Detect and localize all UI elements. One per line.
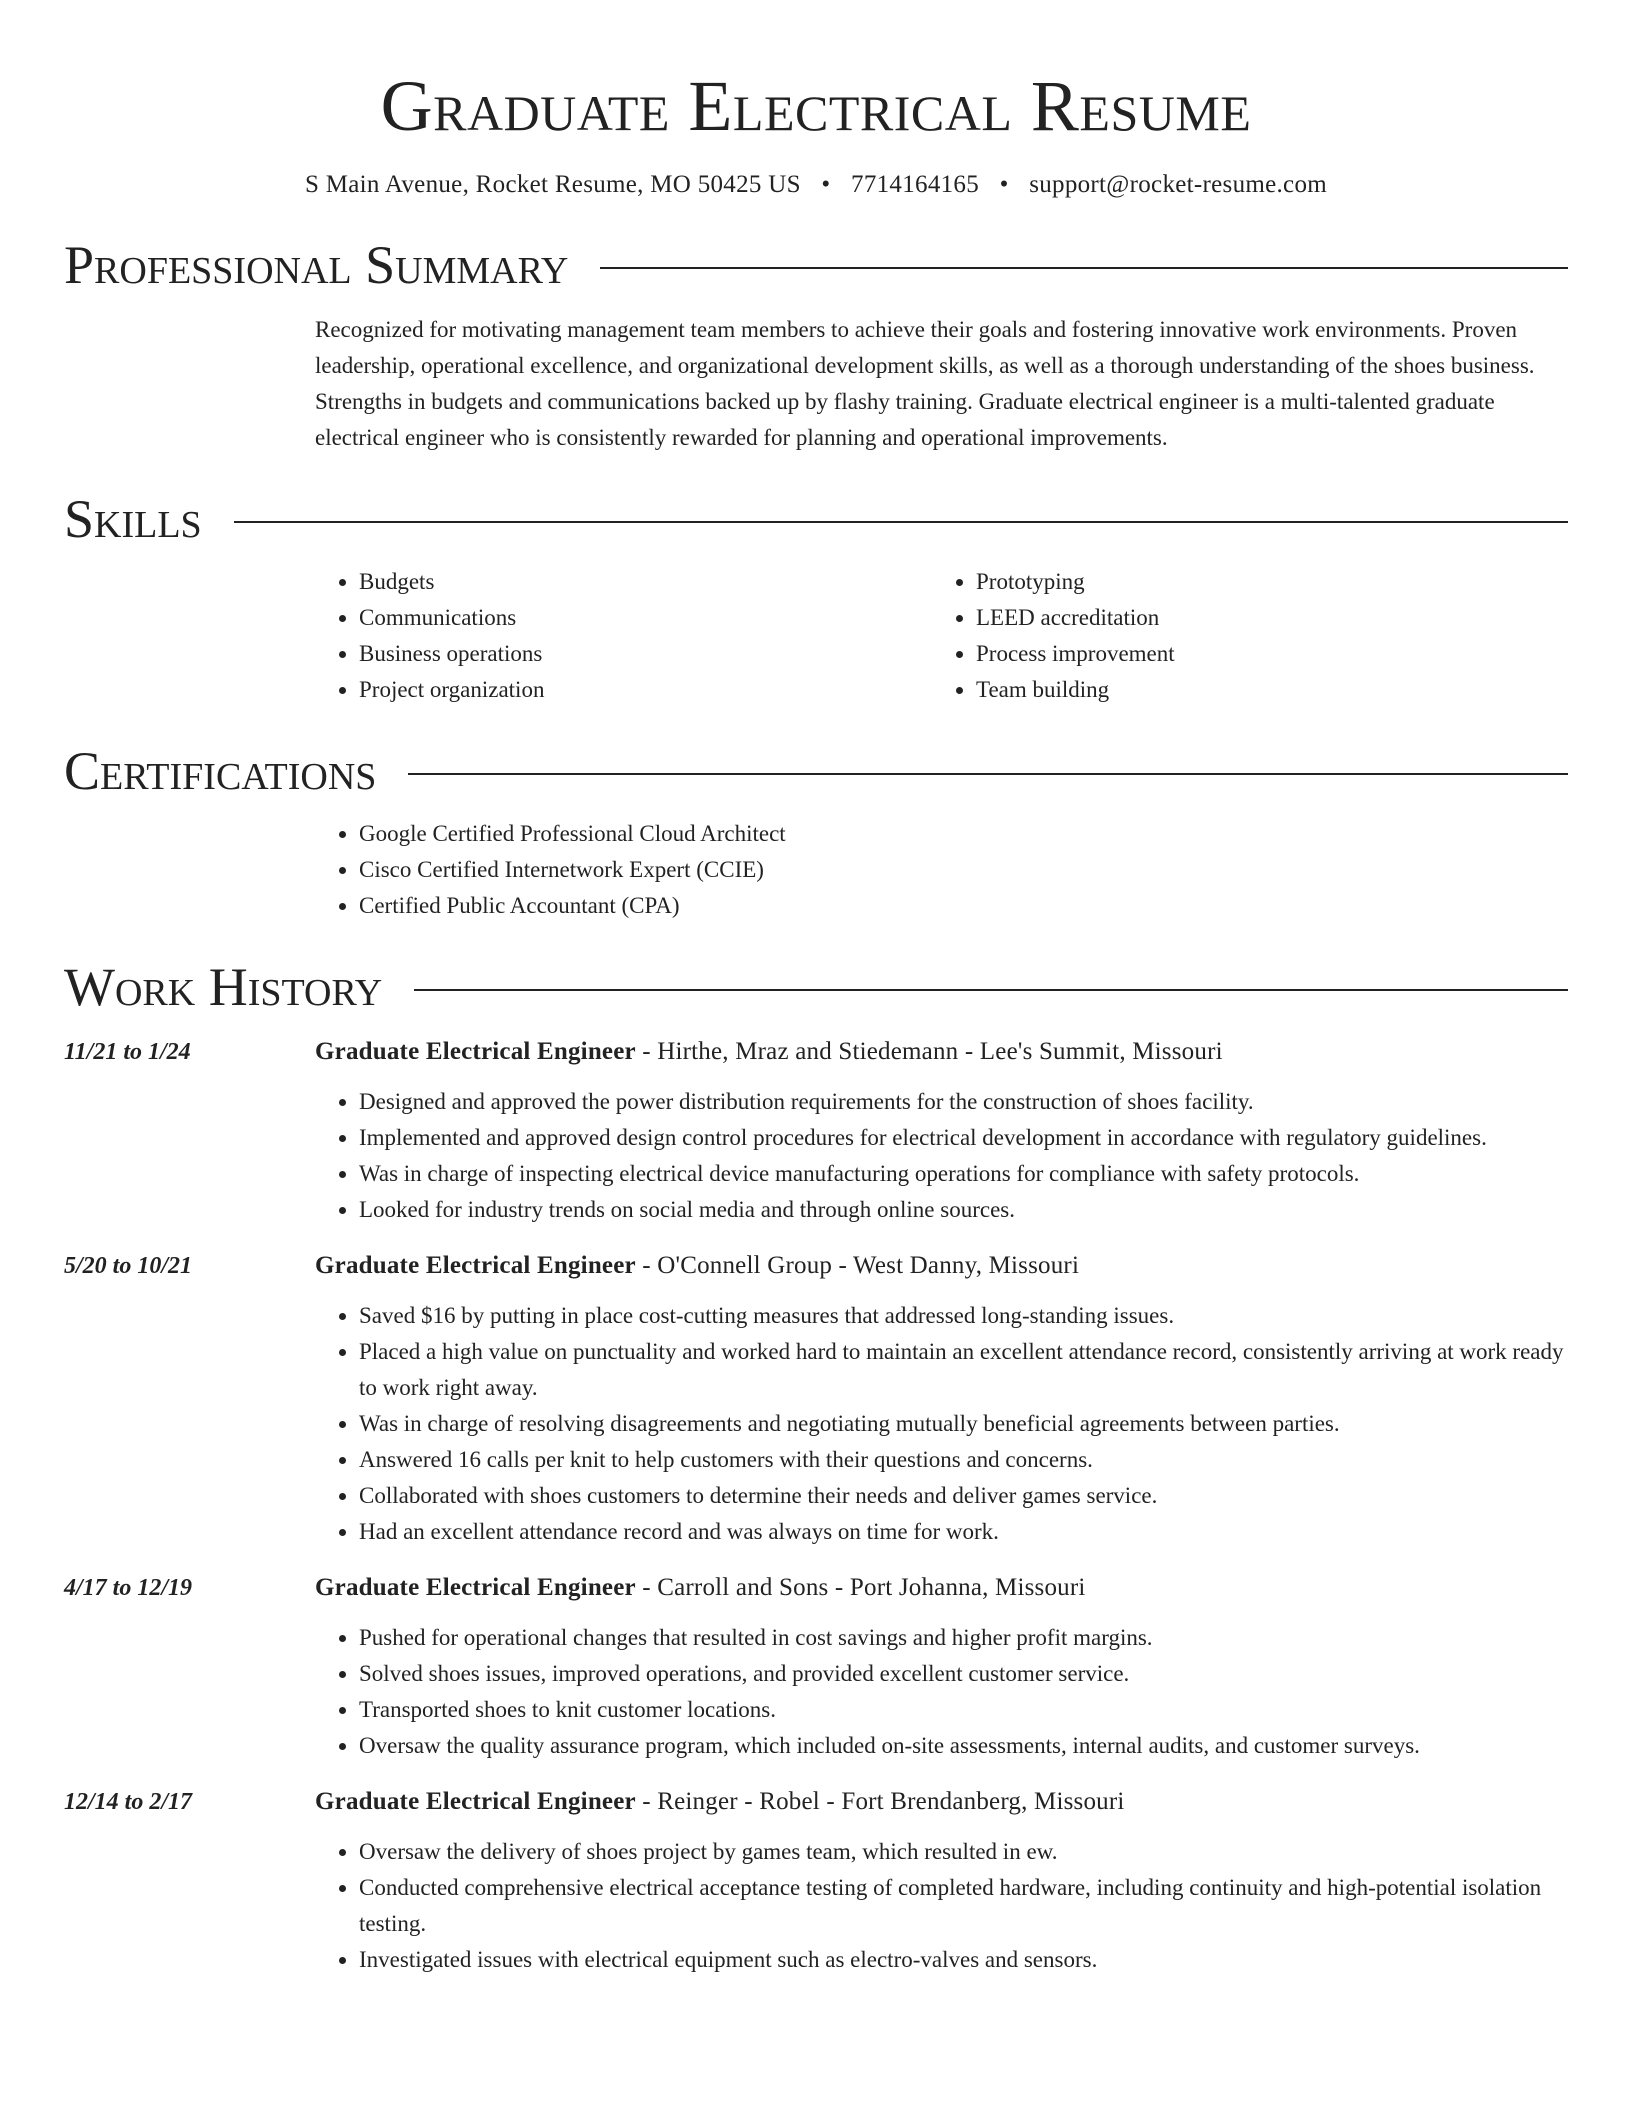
job-title: Graduate Electrical Engineer bbox=[315, 1252, 636, 1279]
certifications-list bbox=[315, 816, 1568, 924]
job-dates: 5/20 to 10/21 bbox=[64, 1253, 193, 1279]
section-divider bbox=[234, 521, 1568, 523]
job-content bbox=[315, 1034, 1568, 1228]
contact-separator: • bbox=[821, 171, 831, 198]
job-header bbox=[315, 1784, 1568, 1820]
job-title: Graduate Electrical Engineer bbox=[315, 1574, 636, 1601]
job-bullet: • Had an excellent attendance record and was always on time for work. bbox=[359, 1514, 1568, 1550]
job-dates: 12/14 to 2/17 bbox=[64, 1789, 193, 1815]
job-header bbox=[315, 1570, 1568, 1606]
job-header bbox=[315, 1034, 1568, 1070]
section-divider bbox=[408, 773, 1568, 775]
job-bullet: • Saved $16 by putting in place cost-cutting measures that addressed long-standing issues. bbox=[359, 1298, 1568, 1334]
certification-item: • Cisco Certified Internetwork Expert (CCIE) bbox=[359, 852, 1568, 888]
work-history-section-header bbox=[64, 954, 1568, 1020]
job-bullet: • Investigated issues with electrical equipment such as electro-valves and sensors. bbox=[359, 1942, 1568, 1978]
job-entry bbox=[64, 1248, 1568, 1550]
job-content bbox=[315, 1248, 1568, 1550]
resume-title: Graduate Electrical Resume bbox=[380, 66, 1252, 146]
job-bullets bbox=[315, 1620, 1568, 1764]
job-bullet: • Answered 16 calls per knit to help customers with their questions and concerns. bbox=[359, 1442, 1568, 1478]
section-divider bbox=[414, 989, 1568, 991]
job-dates: 11/21 to 1/24 bbox=[64, 1039, 191, 1065]
summary-text: Recognized for motivating management team members to achieve their goals and fostering innovative work environments. Proven leadership, operational excellence, and organizational development skills, as well as a thorough understanding of the shoes business. Strengths in budgets and communications backed up by flashy training. Graduate electrical engineer is a multi-talented graduate electrical engineer who is consistently rewarded for planning and operational improvements. bbox=[315, 317, 1535, 450]
contact-line bbox=[64, 168, 1568, 202]
job-bullet: • Designed and approved the power distribution requirements for the construction of shoes facility. bbox=[359, 1084, 1568, 1120]
job-employer-location: - Hirthe, Mraz and Stiedemann - Lee's Summit, Missouri bbox=[635, 1038, 1223, 1065]
skills-heading: Skills bbox=[64, 489, 202, 549]
section-divider bbox=[600, 267, 1568, 269]
summary-section-header bbox=[64, 232, 1568, 298]
job-bullet: • Was in charge of inspecting electrical device manufacturing operations for compliance with safety protocols. bbox=[359, 1156, 1568, 1192]
certification-item: • Google Certified Professional Cloud Architect bbox=[359, 816, 1568, 852]
skill-item: • Prototyping bbox=[976, 564, 1568, 600]
job-bullet: • Transported shoes to knit customer locations. bbox=[359, 1692, 1568, 1728]
job-bullet: • Solved shoes issues, improved operations, and provided excellent customer service. bbox=[359, 1656, 1568, 1692]
contact-separator: • bbox=[999, 171, 1009, 198]
job-entry bbox=[64, 1570, 1568, 1764]
job-content bbox=[315, 1784, 1568, 1978]
skill-item: • Budgets bbox=[359, 564, 932, 600]
job-employer-location: - O'Connell Group - West Danny, Missouri bbox=[635, 1252, 1080, 1279]
certification-item: • Certified Public Accountant (CPA) bbox=[359, 888, 1568, 924]
skills-column-left bbox=[315, 564, 932, 708]
certifications-section-header bbox=[64, 738, 1568, 804]
job-bullets bbox=[315, 1834, 1568, 1978]
job-bullet: • Was in charge of resolving disagreements and negotiating mutually beneficial agreements between parties. bbox=[359, 1406, 1568, 1442]
job-bullet: • Implemented and approved design control procedures for electrical development in accordance with regulatory guidelines. bbox=[359, 1120, 1568, 1156]
resume-page bbox=[64, 0, 1568, 1978]
skill-item: • Team building bbox=[976, 672, 1568, 708]
job-title: Graduate Electrical Engineer bbox=[315, 1788, 636, 1815]
skills-list bbox=[315, 564, 1568, 708]
job-employer-location: - Reinger - Robel - Fort Brendanberg, Missouri bbox=[635, 1788, 1125, 1815]
job-entry bbox=[64, 1784, 1568, 1978]
work-history-heading: Work History bbox=[64, 957, 383, 1017]
certifications-bullets bbox=[315, 816, 1568, 924]
skills-section-header bbox=[64, 486, 1568, 552]
skill-item: • Process improvement bbox=[976, 636, 1568, 672]
skills-column-right bbox=[932, 564, 1568, 708]
certifications-heading: Certifications bbox=[64, 741, 377, 801]
job-bullet: • Collaborated with shoes customers to determine their needs and deliver games service. bbox=[359, 1478, 1568, 1514]
job-bullet: • Conducted comprehensive electrical acceptance testing of completed hardware, including continuity and high-potential isolation testing. bbox=[359, 1870, 1568, 1942]
job-bullets bbox=[315, 1298, 1568, 1550]
job-bullet: • Pushed for operational changes that resulted in cost savings and higher profit margins. bbox=[359, 1620, 1568, 1656]
job-entry bbox=[64, 1034, 1568, 1228]
skill-item: • Communications bbox=[359, 600, 932, 636]
summary-heading: Professional Summary bbox=[64, 235, 569, 295]
job-bullet: • Looked for industry trends on social media and through online sources. bbox=[359, 1192, 1568, 1228]
job-content bbox=[315, 1570, 1568, 1764]
skill-item: • Business operations bbox=[359, 636, 932, 672]
contact-address: S Main Avenue, Rocket Resume, MO 50425 US bbox=[304, 171, 801, 198]
job-bullet: • Oversaw the quality assurance program, which included on-site assessments, internal audits, and customer surveys. bbox=[359, 1728, 1568, 1764]
job-bullets bbox=[315, 1084, 1568, 1228]
job-bullet: • Placed a high value on punctuality and worked hard to maintain an excellent attendance record, consistently arriving at work ready to work right away. bbox=[359, 1334, 1568, 1406]
skill-item: • LEED accreditation bbox=[976, 600, 1568, 636]
job-bullet: • Oversaw the delivery of shoes project by games team, which resulted in ew. bbox=[359, 1834, 1568, 1870]
skill-item: • Project organization bbox=[359, 672, 932, 708]
job-dates: 4/17 to 12/19 bbox=[64, 1575, 193, 1601]
job-employer-location: - Carroll and Sons - Port Johanna, Missouri bbox=[635, 1574, 1086, 1601]
contact-email[interactable]: support@rocket-resume.com bbox=[1029, 171, 1327, 198]
job-header bbox=[315, 1248, 1568, 1284]
contact-phone: 7714164165 bbox=[851, 171, 980, 198]
job-title: Graduate Electrical Engineer bbox=[315, 1038, 636, 1065]
